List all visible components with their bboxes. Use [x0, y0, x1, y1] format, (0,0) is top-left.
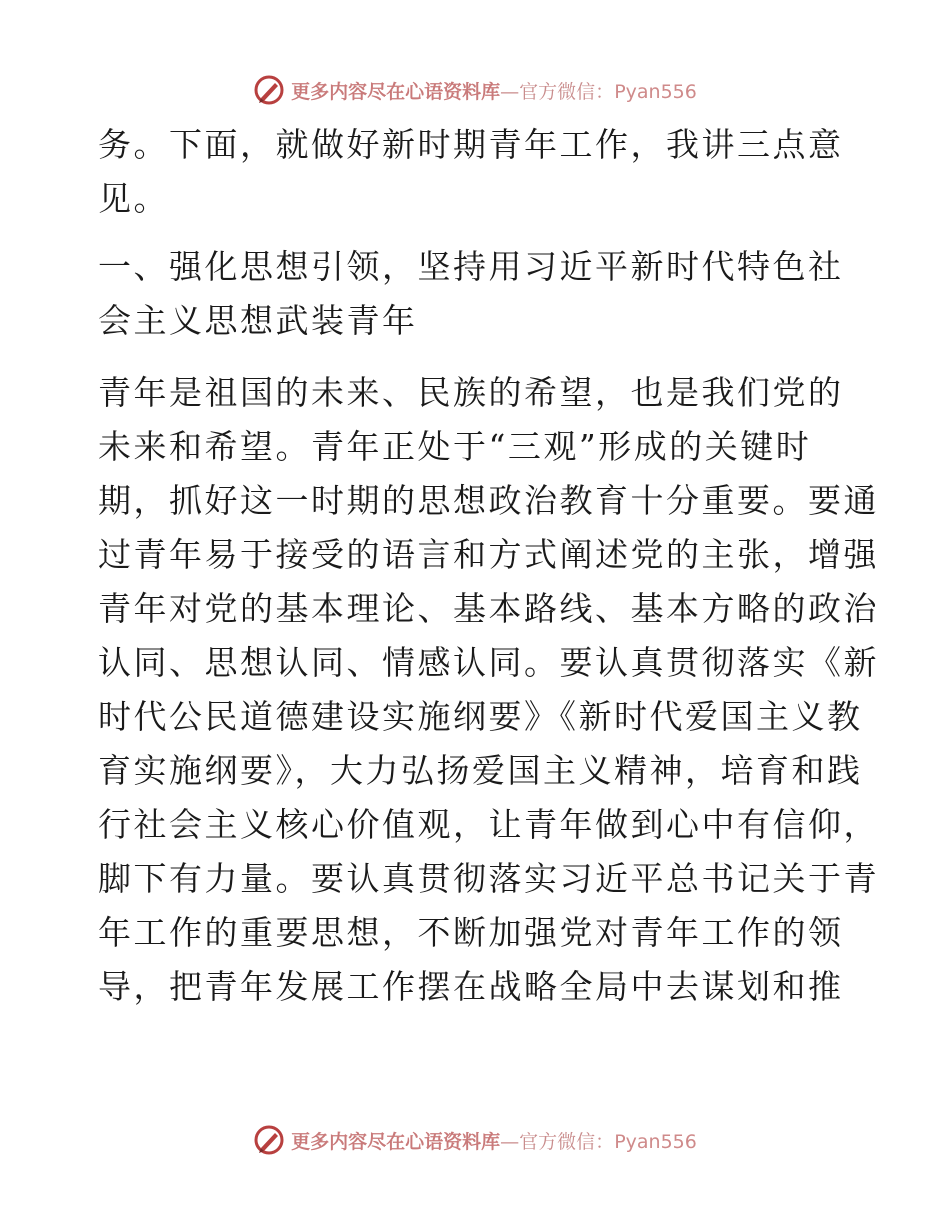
- watermark-wechat-label: 官方微信：: [519, 1130, 615, 1153]
- header-watermark: [0, 70, 950, 110]
- text-line: 过青年易于接受的语言和方式阐述党的主张，增强: [98, 535, 879, 574]
- footer-watermark: [0, 1120, 950, 1160]
- watermark-dash: —: [500, 1130, 520, 1153]
- watermark-text: [291, 77, 697, 104]
- text-line: 见。: [98, 179, 169, 218]
- watermark-wechat-id: Pyan556: [614, 80, 697, 103]
- paragraph-intro: [98, 118, 858, 226]
- text-line: 时代公民道德建设实施纲要》《新时代爱国主义教: [98, 697, 863, 736]
- text-line: 脚下有力量。要认真贯彻落实习近平总书记关于青: [98, 859, 879, 898]
- watermark-text: [291, 1127, 697, 1154]
- watermark-wechat-id: Pyan556: [614, 1130, 697, 1153]
- document-body: [98, 118, 879, 1014]
- watermark-dash: —: [500, 80, 520, 103]
- text-line: 青年对党的基本理论、基本路线、基本方略的政治: [98, 589, 879, 628]
- text-line: 期，抓好这一时期的思想政治教育十分重要。要通: [98, 481, 879, 520]
- watermark-brand: 更多内容尽在心语资料库: [291, 1130, 501, 1153]
- watermark-wechat-label: 官方微信：: [519, 80, 615, 103]
- text-line: 未来和希望。青年正处于“三观”形成的关键时: [98, 427, 812, 466]
- watermark-brand: 更多内容尽在心语资料库: [291, 80, 501, 103]
- text-line: 务。下面，就做好新时期青年工作，我讲三点意: [98, 125, 844, 164]
- text-line: 认同、思想认同、情感认同。要认真贯彻落实《新: [98, 643, 879, 682]
- pen-logo-icon: [253, 1124, 285, 1156]
- section-heading: [98, 240, 858, 348]
- text-line: 青年是祖国的未来、民族的希望，也是我们党的: [98, 373, 844, 412]
- pen-logo-icon: [253, 74, 285, 106]
- heading-line: 一、强化思想引领，坚持用习近平新时代特色社: [98, 247, 844, 286]
- text-line: 育实施纲要》，大力弘扬爱国主义精神，培育和践: [98, 751, 863, 790]
- paragraph-main: [98, 366, 879, 1014]
- text-line: 年工作的重要思想，不断加强党对青年工作的领: [98, 913, 844, 952]
- text-line: 行社会主义核心价值观，让青年做到心中有信仰，: [98, 805, 879, 844]
- heading-line: 会主义思想武装青年: [98, 301, 418, 340]
- text-line: 导，把青年发展工作摆在战略全局中去谋划和推: [98, 967, 844, 1006]
